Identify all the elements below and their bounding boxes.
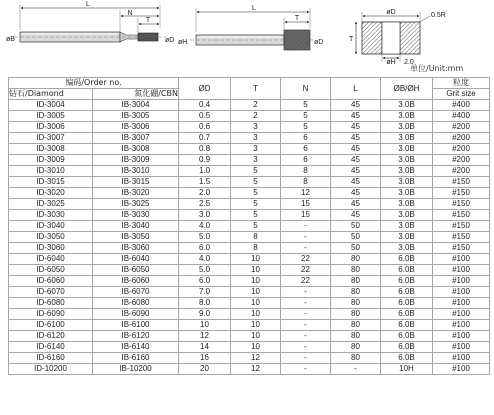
cbn-order-cell: IB-6140 [93, 342, 179, 353]
grit-cell: #150 [433, 243, 490, 254]
n-cell: - [281, 342, 331, 353]
cbn-order-cell: IB-3006 [93, 122, 179, 133]
bh-cell: 6.0B [381, 298, 433, 309]
table-row [9, 111, 490, 122]
diamond-header: 钻石/Diamond [9, 89, 93, 100]
diamond-order-cell: ID-6140 [9, 342, 93, 353]
cbn-order-cell: IB-3050 [93, 232, 179, 243]
d-cell: 0.5 [179, 111, 231, 122]
t-cell: 10 [231, 342, 281, 353]
diamond-order-cell: ID-6070 [9, 287, 93, 298]
diamond-order-cell: ID-6160 [9, 353, 93, 364]
left-t-label: T [145, 17, 151, 24]
l-cell: 45 [331, 133, 381, 144]
cbn-order-cell: IB-6090 [93, 309, 179, 320]
bh-cell: 3.0B [381, 177, 433, 188]
n-cell: 15 [281, 210, 331, 221]
table-row [9, 364, 490, 375]
t-cell: 8 [231, 232, 281, 243]
l-cell: 45 [331, 177, 381, 188]
d-cell: 2.5 [179, 199, 231, 210]
bh-cell: 6.0B [381, 309, 433, 320]
t-cell: 2 [231, 111, 281, 122]
d-cell: 0.7 [179, 133, 231, 144]
diamond-order-cell: ID-3030 [9, 210, 93, 221]
d-cell: 16 [179, 353, 231, 364]
d-cell: 10 [179, 320, 231, 331]
left-l-label: L [86, 1, 90, 8]
bh-cell: 3.0B [381, 122, 433, 133]
n-cell: - [281, 309, 331, 320]
d-cell: 2.0 [179, 188, 231, 199]
table-row [9, 276, 490, 287]
diamond-order-cell: ID-6100 [9, 320, 93, 331]
right-h-label: øH [386, 59, 396, 66]
t-cell: 2 [231, 100, 281, 111]
order-no-header: 编码/Order no. [9, 78, 179, 89]
d-cell: 8.0 [179, 298, 231, 309]
l-cell: 45 [331, 188, 381, 199]
cross-section-drawing [349, 9, 446, 66]
grit-cell: #100 [433, 265, 490, 276]
t-cell: 10 [231, 309, 281, 320]
n-cell: - [281, 298, 331, 309]
t-cell: 10 [231, 254, 281, 265]
l-cell: 80 [331, 254, 381, 265]
diamond-order-cell: ID-6040 [9, 254, 93, 265]
n-cell: 22 [281, 254, 331, 265]
diamond-order-cell: ID-3010 [9, 166, 93, 177]
small-tool-drawing [6, 1, 174, 44]
grit-cell: #150 [433, 199, 490, 210]
grit-cn-header: 粒度 [433, 78, 490, 89]
bh-cell: 3.0B [381, 144, 433, 155]
diamond-order-cell: ID-6080 [9, 298, 93, 309]
d-cell: 5.0 [179, 265, 231, 276]
cbn-order-cell: IB-3007 [93, 133, 179, 144]
n-cell: 8 [281, 166, 331, 177]
table-row [9, 177, 490, 188]
diamond-order-cell: ID-3007 [9, 133, 93, 144]
table-row [9, 342, 490, 353]
grit-cell: #200 [433, 155, 490, 166]
n-cell: - [281, 221, 331, 232]
diamond-order-cell: ID-3020 [9, 188, 93, 199]
bh-cell: 6.0B [381, 320, 433, 331]
n-cell: 6 [281, 133, 331, 144]
t-cell: 5 [231, 210, 281, 221]
d-cell: 4.0 [179, 221, 231, 232]
diamond-order-cell: ID-6120 [9, 331, 93, 342]
d-cell: 3.0 [179, 210, 231, 221]
bh-cell: 3.0B [381, 243, 433, 254]
l-cell: 80 [331, 298, 381, 309]
table-row [9, 353, 490, 364]
cbn-header: 氮化硼/CBN [93, 89, 179, 100]
cbn-order-cell: IB-3030 [93, 210, 179, 221]
n-cell: - [281, 364, 331, 375]
cbn-order-cell: IB-6060 [93, 276, 179, 287]
l-cell: 45 [331, 111, 381, 122]
n-cell: 22 [281, 276, 331, 287]
diamond-order-cell: ID-6060 [9, 276, 93, 287]
n-cell: - [281, 353, 331, 364]
table-row [9, 166, 490, 177]
l-cell: 45 [331, 100, 381, 111]
table-row [9, 199, 490, 210]
bh-cell: 6.0B [381, 287, 433, 298]
header-row-1 [9, 78, 490, 89]
n-cell: - [281, 232, 331, 243]
d-cell: 5.0 [179, 232, 231, 243]
grit-cell: #400 [433, 111, 490, 122]
d-cell: 6.0 [179, 276, 231, 287]
table-row [9, 309, 490, 320]
left-n-label: N [127, 10, 133, 17]
bh-cell: 3.0B [381, 221, 433, 232]
bh-cell: 6.0B [381, 254, 433, 265]
grit-cell: #100 [433, 331, 490, 342]
l-cell: 80 [331, 276, 381, 287]
l-cell: 45 [331, 155, 381, 166]
d-cell: 9.0 [179, 309, 231, 320]
table-row [9, 221, 490, 232]
n-cell: 22 [281, 265, 331, 276]
d-cell: 0.8 [179, 144, 231, 155]
grit-cell: #200 [433, 122, 490, 133]
table-row [9, 100, 490, 111]
mid-h-label: øH [178, 39, 188, 46]
right-t-label: T [349, 36, 354, 43]
table-row [9, 144, 490, 155]
l-cell: 50 [331, 243, 381, 254]
cbn-order-cell: IB-6050 [93, 265, 179, 276]
d-cell: 0.9 [179, 155, 231, 166]
cbn-order-cell: IB-6040 [93, 254, 179, 265]
bh-cell: 3.0B [381, 133, 433, 144]
d-cell: 6.0 [179, 243, 231, 254]
d-header: ØD [179, 78, 231, 100]
l-cell: - [331, 364, 381, 375]
t-cell: 5 [231, 221, 281, 232]
d-cell: 0.4 [179, 100, 231, 111]
cbn-order-cell: IB-6160 [93, 353, 179, 364]
diamond-order-cell: ID-3009 [9, 155, 93, 166]
cbn-order-cell: IB-3008 [93, 144, 179, 155]
grit-cell: #400 [433, 100, 490, 111]
t-cell: 10 [231, 287, 281, 298]
bh-cell: 6.0B [381, 265, 433, 276]
d-cell: 20 [179, 364, 231, 375]
l-cell: 45 [331, 210, 381, 221]
table-row [9, 287, 490, 298]
grit-cell: #100 [433, 287, 490, 298]
l-cell: 80 [331, 287, 381, 298]
t-cell: 3 [231, 133, 281, 144]
grit-cell: #200 [433, 166, 490, 177]
t-cell: 5 [231, 177, 281, 188]
bh-cell: 3.0B [381, 199, 433, 210]
t-cell: 3 [231, 122, 281, 133]
large-tool-drawing [178, 5, 323, 50]
cbn-order-cell: IB-3010 [93, 166, 179, 177]
cbn-order-cell: IB-6100 [93, 320, 179, 331]
l-cell: 80 [331, 353, 381, 364]
diamond-order-cell: ID-6090 [9, 309, 93, 320]
table-row [9, 331, 490, 342]
diamond-order-cell: ID-3060 [9, 243, 93, 254]
t-cell: 12 [231, 364, 281, 375]
l-cell: 45 [331, 122, 381, 133]
cbn-order-cell: IB-3020 [93, 188, 179, 199]
mid-d-label: øD [314, 39, 324, 46]
l-header: L [331, 78, 381, 100]
cbn-order-cell: IB-3005 [93, 111, 179, 122]
left-d-label: øD [165, 37, 175, 44]
n-cell: 15 [281, 199, 331, 210]
bh-cell: 6.0B [381, 331, 433, 342]
table-row [9, 133, 490, 144]
grit-cell: #100 [433, 342, 490, 353]
t-cell: 10 [231, 331, 281, 342]
t-cell: 10 [231, 298, 281, 309]
t-cell: 5 [231, 188, 281, 199]
bh-cell: 6.0B [381, 353, 433, 364]
bh-cell: 3.0B [381, 232, 433, 243]
l-cell: 45 [331, 144, 381, 155]
l-cell: 80 [331, 265, 381, 276]
cbn-order-cell: IB-3015 [93, 177, 179, 188]
left-b-label: øB [6, 36, 15, 43]
n-cell: 5 [281, 122, 331, 133]
cbn-order-cell: IB-3009 [93, 155, 179, 166]
bh-cell: 10H [381, 364, 433, 375]
grit-cell: #100 [433, 353, 490, 364]
bh-cell: 3.0B [381, 100, 433, 111]
cbn-order-cell: IB-6070 [93, 287, 179, 298]
d-cell: 12 [179, 331, 231, 342]
table-row [9, 122, 490, 133]
cbn-order-cell: IB-3040 [93, 221, 179, 232]
d-cell: 4.0 [179, 254, 231, 265]
grit-en-header: Grit size [433, 89, 490, 100]
n-cell: - [281, 320, 331, 331]
n-cell: - [281, 287, 331, 298]
bh-cell: 3.0B [381, 155, 433, 166]
t-cell: 10 [231, 320, 281, 331]
d-cell: 1.5 [179, 177, 231, 188]
bh-cell: 3.0B [381, 111, 433, 122]
n-header: N [281, 78, 331, 100]
t-header: T [231, 78, 281, 100]
diamond-order-cell: ID-3008 [9, 144, 93, 155]
grit-cell: #150 [433, 210, 490, 221]
diamond-order-cell: ID-10200 [9, 364, 93, 375]
diamond-order-cell: ID-3050 [9, 232, 93, 243]
grit-cell: #150 [433, 232, 490, 243]
n-cell: - [281, 331, 331, 342]
grit-cell: #100 [433, 298, 490, 309]
d-cell: 7.0 [179, 287, 231, 298]
t-cell: 8 [231, 243, 281, 254]
right-v-label: 2.0 [404, 59, 414, 66]
diamond-order-cell: ID-3025 [9, 199, 93, 210]
cbn-order-cell: IB-3004 [93, 100, 179, 111]
t-cell: 10 [231, 265, 281, 276]
diamond-order-cell: ID-3006 [9, 122, 93, 133]
table-row [9, 265, 490, 276]
bh-cell: 3.0B [381, 210, 433, 221]
t-cell: 3 [231, 144, 281, 155]
bh-cell: 6.0B [381, 342, 433, 353]
spec-table-body [9, 100, 490, 375]
cbn-order-cell: IB-3025 [93, 199, 179, 210]
table-row [9, 254, 490, 265]
n-cell: 12 [281, 188, 331, 199]
diamond-order-cell: ID-6050 [9, 265, 93, 276]
grit-cell: #100 [433, 364, 490, 375]
cbn-order-cell: IB-6120 [93, 331, 179, 342]
bh-cell: 3.0B [381, 188, 433, 199]
table-row [9, 155, 490, 166]
diamond-order-cell: ID-3040 [9, 221, 93, 232]
table-row [9, 188, 490, 199]
n-cell: 5 [281, 100, 331, 111]
cbn-order-cell: IB-10200 [93, 364, 179, 375]
cbn-order-cell: IB-3060 [93, 243, 179, 254]
grit-cell: #100 [433, 276, 490, 287]
cbn-order-cell: IB-6080 [93, 298, 179, 309]
table-row [9, 298, 490, 309]
n-cell: - [281, 243, 331, 254]
grit-cell: #150 [433, 221, 490, 232]
t-cell: 10 [231, 276, 281, 287]
n-cell: 6 [281, 144, 331, 155]
l-cell: 80 [331, 342, 381, 353]
diamond-order-cell: ID-3015 [9, 177, 93, 188]
table-row [9, 232, 490, 243]
l-cell: 50 [331, 221, 381, 232]
t-cell: 12 [231, 353, 281, 364]
spec-table [8, 77, 490, 375]
table-row [9, 320, 490, 331]
d-cell: 14 [179, 342, 231, 353]
d-cell: 0.6 [179, 122, 231, 133]
bh-cell: 6.0B [381, 276, 433, 287]
diamond-order-cell: ID-3004 [9, 100, 93, 111]
bh-header: ØB/ØH [381, 78, 433, 100]
n-cell: 6 [281, 155, 331, 166]
l-cell: 50 [331, 232, 381, 243]
unit-label: 单位/Unit:mm [410, 64, 464, 73]
t-cell: 5 [231, 199, 281, 210]
grit-cell: #100 [433, 320, 490, 331]
mid-l-label: L [252, 5, 256, 12]
d-cell: 1.0 [179, 166, 231, 177]
bh-cell: 3.0B [381, 166, 433, 177]
t-cell: 3 [231, 155, 281, 166]
n-cell: 5 [281, 111, 331, 122]
right-d-label: øD [386, 9, 396, 16]
n-cell: 8 [281, 177, 331, 188]
grit-cell: #100 [433, 254, 490, 265]
l-cell: 80 [331, 331, 381, 342]
table-row [9, 210, 490, 221]
grit-cell: #150 [433, 177, 490, 188]
l-cell: 45 [331, 166, 381, 177]
grit-cell: #200 [433, 144, 490, 155]
l-cell: 45 [331, 199, 381, 210]
l-cell: 80 [331, 309, 381, 320]
t-cell: 5 [231, 166, 281, 177]
grit-cell: #150 [433, 188, 490, 199]
diamond-order-cell: ID-3005 [9, 111, 93, 122]
grit-cell: #200 [433, 133, 490, 144]
right-r-label: 0.5R [431, 12, 446, 19]
l-cell: 80 [331, 320, 381, 331]
mid-t-label: T [294, 15, 300, 22]
table-row [9, 243, 490, 254]
grit-cell: #100 [433, 309, 490, 320]
